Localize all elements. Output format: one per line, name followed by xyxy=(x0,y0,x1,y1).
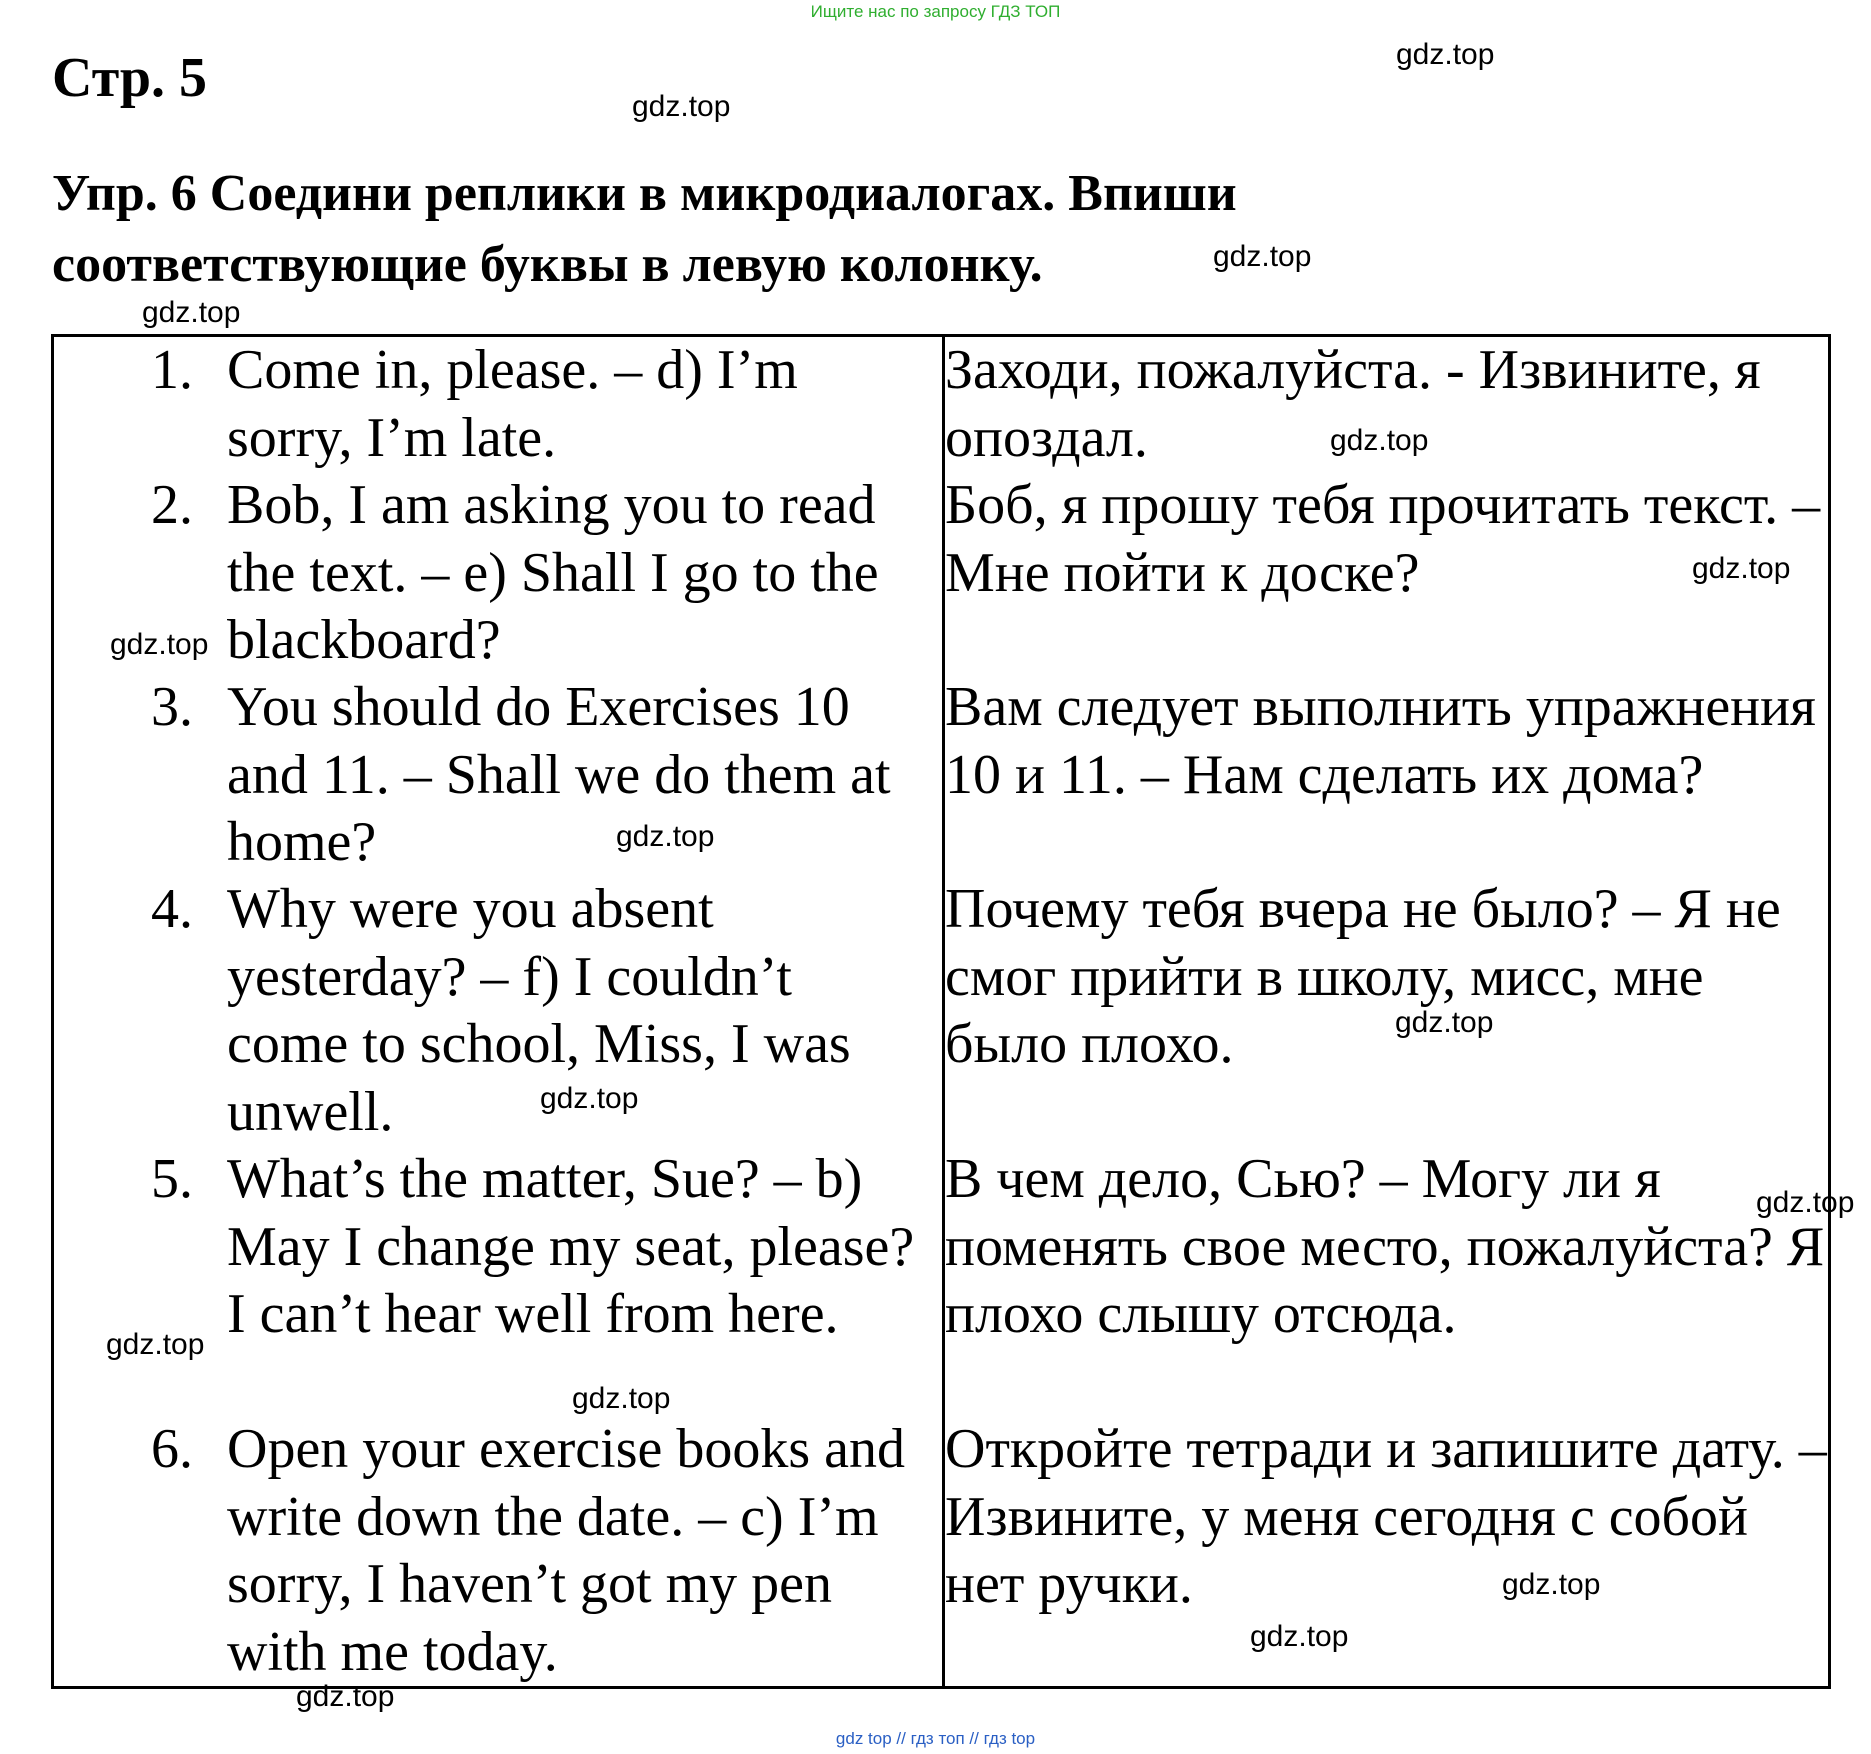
english-column xyxy=(53,336,944,1688)
english-dialog: Why were you absent yesterday? – f) I couldn’t come to school, Miss, I was unwell. xyxy=(227,878,851,1143)
item-number: 1. xyxy=(151,339,193,401)
russian-list xyxy=(945,337,1828,1686)
russian-dialog: Почему тебя вчера не было? – Я не смог прийти в школу, мисс, мне было плохо. xyxy=(945,878,1781,1075)
watermark: gdz.top xyxy=(1502,1568,1601,1601)
watermark: gdz.top xyxy=(1213,240,1312,273)
exercise-title xyxy=(52,158,1552,300)
watermark: gdz.top xyxy=(1396,38,1495,71)
item-number: 2. xyxy=(151,474,193,536)
watermark: gdz.top xyxy=(1395,1006,1494,1039)
watermark: gdz.top xyxy=(142,296,241,329)
english-dialog: You should do Exercises 10 and 11. – Shall we do them at home? xyxy=(227,676,891,873)
watermark: gdz.top xyxy=(106,1328,205,1361)
russian-column xyxy=(944,336,1830,1688)
watermark: gdz.top xyxy=(1250,1620,1349,1653)
item-number: 5. xyxy=(151,1148,193,1210)
watermark: gdz.top xyxy=(616,820,715,853)
watermark: gdz.top xyxy=(1330,424,1429,457)
list-item xyxy=(54,337,942,472)
footer-links-note: gdz top // гдз топ // гдз top xyxy=(835,1729,1036,1748)
item-number: 4. xyxy=(151,878,193,940)
item-number: 6. xyxy=(151,1418,193,1480)
russian-dialog: Боб, я прошу тебя прочитать текст. – Мне пойти к доске? xyxy=(945,474,1821,604)
english-dialog: Come in, please. – d) I’m sorry, I’m late. xyxy=(227,339,798,469)
watermark: gdz.top xyxy=(540,1082,639,1115)
list-item xyxy=(54,876,942,1146)
watermark: gdz.top xyxy=(572,1382,671,1415)
english-dialog: What’s the matter, Sue? – b) May I change my seat, please? I can’t hear well from here. xyxy=(227,1148,915,1345)
watermark: gdz.top xyxy=(632,90,731,123)
english-list xyxy=(54,337,942,1686)
russian-dialog: Заходи, пожалуйста. - Извините, я опоздал. xyxy=(945,339,1761,469)
item-number: 3. xyxy=(151,676,193,738)
watermark: gdz.top xyxy=(296,1680,395,1713)
russian-dialog: Вам следует выполнить упражнения 10 и 11. – Нам сделать их дома? xyxy=(945,676,1816,806)
exercise-title-line-1: Упр. 6 Соедини реплики в микродиалогах. Впиши xyxy=(52,165,1237,222)
watermark: gdz.top xyxy=(110,628,209,661)
page-number: Стр. 5 xyxy=(52,47,208,109)
exercise-title-line-2: соответствующие буквы в левую колонку. xyxy=(52,236,1043,293)
english-dialog: Bob, I am asking you to read the text. – e) Shall I go to the blackboard? xyxy=(227,474,879,671)
english-dialog: Open your exercise books and write down the date. – c) I’m sorry, I haven’t got my pen with me today. xyxy=(227,1418,906,1683)
russian-dialog: Откройте тетради и запишите дату. – Извините, у меня сегодня с собой нет ручки. xyxy=(945,1418,1827,1615)
list-item xyxy=(54,674,942,876)
list-item xyxy=(54,1416,942,1686)
watermark: gdz.top xyxy=(1756,1186,1855,1219)
dialogs-table xyxy=(51,334,1831,1689)
russian-dialog: В чем дело, Сью? – Могу ли я поменять свое место, пожалуйста? Я плохо слышу отсюда. xyxy=(945,1148,1825,1345)
watermark: gdz.top xyxy=(1692,552,1791,585)
list-item xyxy=(54,1146,942,1416)
search-note: Ищите нас по запросу ГДЗ ТОП xyxy=(810,2,1061,21)
